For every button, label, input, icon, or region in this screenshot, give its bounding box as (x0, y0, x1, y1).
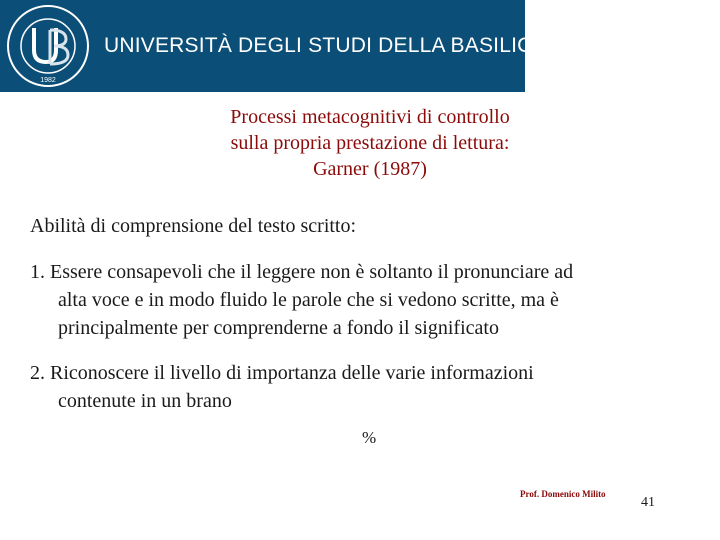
page-number: 41 (641, 495, 655, 510)
slide-title-line: Processi metacognitivi di controllo (230, 106, 510, 128)
slide-title-line: Garner (1987) (313, 158, 427, 180)
svg-text:1982: 1982 (40, 77, 56, 84)
list-item-line: 1. Essere consapevoli che il leggere non è soltanto il pronunciare ad (30, 261, 574, 283)
list-item (30, 359, 534, 415)
list-item-line: contenute in un brano (58, 390, 232, 412)
stray-percent-mark: % (362, 428, 377, 447)
footer-author: Prof. Domenico Milito (520, 489, 606, 499)
section-heading: Abilità di comprensione del testo scritto: (30, 215, 357, 237)
list-item (30, 258, 573, 342)
university-seal-logo (6, 4, 90, 88)
slide-title-line: sulla propria prestazione di lettura: (230, 132, 510, 154)
list-item-line: principalmente per comprenderne a fondo il significato (58, 317, 499, 339)
slide-title (190, 104, 550, 182)
university-name: UNIVERSITÀ DEGLI STUDI DELLA BASILICATA (104, 34, 571, 57)
list-item-line: 2. Riconoscere il livello di importanza delle varie informazioni (30, 362, 534, 384)
list-item-line: alta voce e in modo fluido le parole che si vedono scritte, ma è (58, 289, 559, 311)
university-banner (0, 0, 571, 92)
